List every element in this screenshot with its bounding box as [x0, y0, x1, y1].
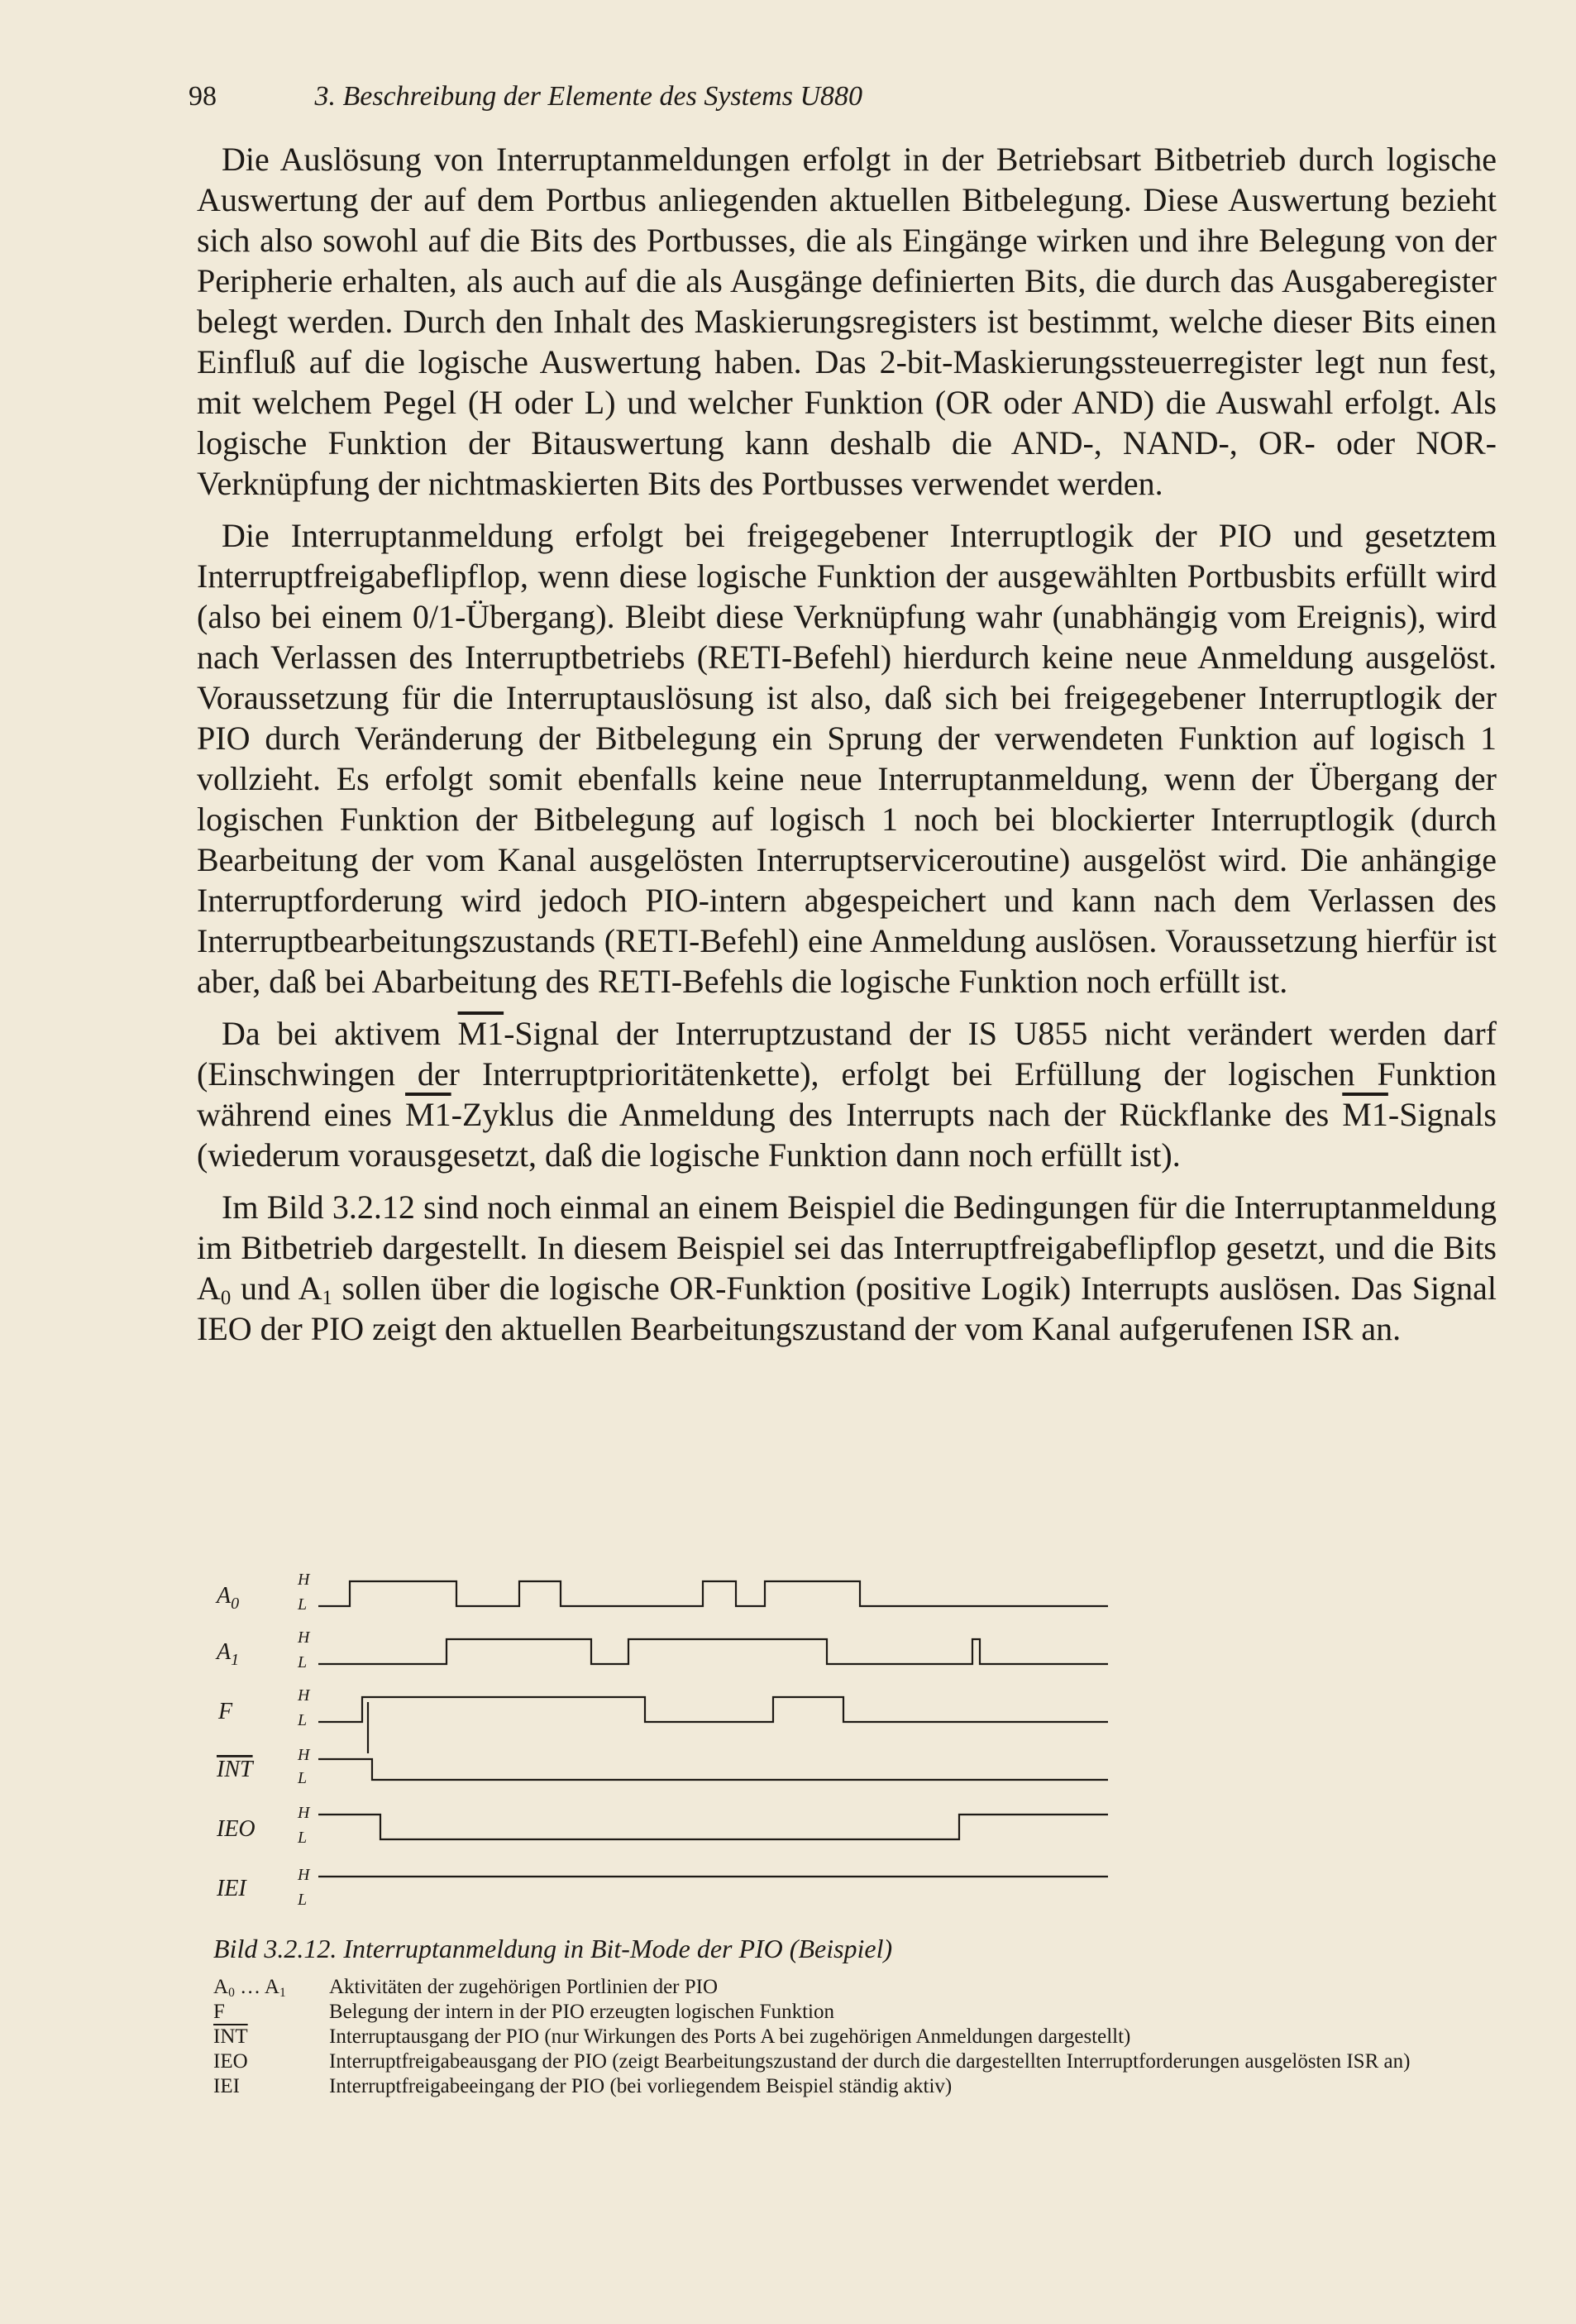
label-int: INT: [217, 1757, 253, 1782]
legend-description: Aktivitäten der zugehörigen Portlinien der PIO: [329, 1976, 719, 1998]
label-a1: $A_1$: [217, 1639, 240, 1669]
timing-diagram-svg: [198, 1555, 1158, 1935]
paragraph-4-text-3: sollen über die logische OR-Funktion (positive Logik) Interrupts auslösen. Das Signal IEO der PIO zeigt den aktuellen Bearbeitungszustand der vom Kanal aufgerufenen ISR an.: [197, 1270, 1497, 1347]
level-l-int: L: [298, 1769, 308, 1787]
chapter-title: 3. Beschreibung der Elemente des Systems U880: [314, 81, 863, 112]
legend-description: Belegung der intern in der PIO erzeugten logischen Funktion: [329, 2001, 834, 2023]
m1-signal-overline: M1: [457, 1015, 504, 1052]
m1-signal-overline: M1: [405, 1096, 451, 1133]
running-header: [189, 81, 862, 112]
waveform-a1: [318, 1639, 1108, 1664]
label-f: F: [218, 1699, 233, 1724]
level-l-a1: L: [298, 1653, 308, 1671]
level-l-iei: L: [298, 1891, 308, 1909]
paragraph-1: Die Auslösung von Interruptanmeldungen erfolgt in der Betriebsart Bitbetrieb durch logische Auswertung der auf dem Portbus anliegenden aktuellen Bitbelegung. Diese Auswertung bezieht sich also sowohl auf die Bits des Portbusses, die als Eingänge wirken und ihre Belegung von der Peripherie erhalten, als auch auf die als Ausgänge definierten Bits, die durch das Ausgaberegister belegt werden. Durch den Inhalt des Maskierungsregisters ist bestimmt, welche dieser Bits einen Einfluß auf die logische Auswertung haben. Das 2-bit-Maskierungssteuerregister legt nun fest, mit welchem Pegel (H oder L) und welcher Funktion (OR oder AND) die Auswahl erfolgt. Als logische Funktion der Bitauswertung kann deshalb die AND-, NAND-, OR- oder NOR-Verknüpfung der nichtmaskierten Bits des Portbusses verwendet werden.: [197, 141, 1497, 502]
level-h-ieo: H: [298, 1804, 310, 1822]
paragraph-3-text-1: Da bei aktivem: [222, 1015, 458, 1052]
level-l-f: L: [298, 1711, 308, 1729]
level-l-ieo: L: [298, 1829, 308, 1847]
subscript-0: 0: [220, 1287, 232, 1310]
level-h-f: H: [298, 1686, 310, 1705]
level-h-a0: H: [298, 1571, 310, 1589]
legend-term: $A_0$ … $A_1$: [213, 1976, 286, 2000]
legend-row: [213, 2049, 1503, 2074]
legend-term: IEO: [213, 2050, 248, 2073]
paragraph-3: [197, 1013, 1497, 1175]
body-text: [197, 139, 1497, 1349]
paragraph-4-text-1: Im Bild 3.2.12 sind noch einmal an einem Beispiel die Bedingungen für die Interruptanmeldung im Bitbetrieb dargestellt. In diesem Beispiel sei das Interruptfreigabeflipflop gesetzt, und die Bits A: [197, 1188, 1497, 1307]
paragraph-2: Die Interruptanmeldung erfolgt bei freigegebener Interruptlogik der PIO und gesetztem Interruptfreigabeflipflop, wenn diese logische Funktion der ausgewählten Portbusbits erfüllt wird (also bei einem 0/1-Übergang). Bleibt diese Verknüpfung wahr (unabhängig vom Ereignis), wird nach Verlassen des Interruptbetriebs (RETI-Befehl) hierdurch keine neue Anmeldung ausgelöst. Voraussetzung für die Interruptauslösung ist also, daß sich bei freigegebener Interruptlogik der PIO durch Veränderung der Bitbelegung ein Sprung der verwendeten Funktion auf logisch 1 vollzieht. Es erfolgt somit ebenfalls keine neue Interruptanmeldung, wenn der Übergang der logischen Funktion der Bitbelegung auf logisch 1 noch bei blockierter Interruptlogik (durch Bearbeitung der vom Kanal ausgelösten Interruptserviceroutine) ausgelöst wird. Die anhängige Interruptforderung wird jedoch PIO-intern abgespeichert und kann nach dem Verlassen des Interruptbearbeitungszustands (RETI-Befehl) eine Anmeldung auslösen. Voraussetzung hierfür ist aber, daß bei Abarbeitung des RETI-Befehls die logische Funktion noch erfüllt ist.: [197, 517, 1497, 1000]
level-l-a0: L: [298, 1595, 308, 1614]
label-a0: $A_0$: [217, 1583, 240, 1613]
legend-row: [213, 2025, 1503, 2049]
legend-description: Interruptfreigabeausgang der PIO (zeigt Bearbeitungszustand der durch die dargestellten Interruptforderungen ausgelösten ISR an): [329, 2050, 1411, 2073]
level-h-iei: H: [298, 1866, 310, 1884]
subscript-1: 1: [322, 1287, 332, 1310]
legend-row: [213, 2074, 1503, 2099]
legend-description: Interruptausgang der PIO (nur Wirkungen des Ports A bei zugehörigen Anmeldungen dargestellt): [329, 2025, 1131, 2048]
level-h-a1: H: [298, 1628, 310, 1647]
paragraph-4-text-2: und A: [231, 1270, 322, 1307]
waveform-f: [318, 1697, 1108, 1722]
paragraph-3-text-2: -Signal der Interruptzustand der IS U855 nicht verändert werden darf (Einschwingen der Interruptprioritätenkette), erfolgt bei Erfüllung der logischen Funktion während eines: [197, 1015, 1497, 1133]
level-h-int: H: [298, 1746, 310, 1764]
page-number: 98: [189, 81, 217, 112]
legend-row: [213, 2000, 1503, 2025]
waveform-a0: [318, 1581, 1108, 1606]
label-iei: IEI: [217, 1876, 246, 1901]
m1-signal-overline: M1: [1342, 1096, 1388, 1133]
figure-caption: Bild 3.2.12. Interruptanmeldung in Bit-Mode der PIO (Beispiel): [213, 1934, 893, 1963]
legend-term: F: [213, 2001, 225, 2023]
paragraph-3-text-3: -Zyklus die Anmeldung des Interrupts nach der Rückflanke des: [451, 1096, 1343, 1133]
legend-row: [213, 1975, 1503, 2000]
legend-term: IEI: [213, 2075, 240, 2097]
waveform-ieo: [318, 1815, 1108, 1839]
label-ieo: IEO: [217, 1816, 256, 1842]
figure-legend: [213, 1975, 1503, 2099]
waveform-int: [318, 1759, 1108, 1780]
legend-term: $\overline{INT}$: [213, 2025, 248, 2048]
paragraph-3-text-4: -Signals (wiederum vorausgesetzt, daß die logische Funktion dann noch erfüllt ist).: [197, 1096, 1497, 1174]
legend-description: Interruptfreigabeeingang der PIO (bei vorliegendem Beispiel ständig aktiv): [329, 2075, 953, 2097]
timing-diagram: [198, 1555, 1158, 1935]
paragraph-4: [197, 1187, 1497, 1349]
